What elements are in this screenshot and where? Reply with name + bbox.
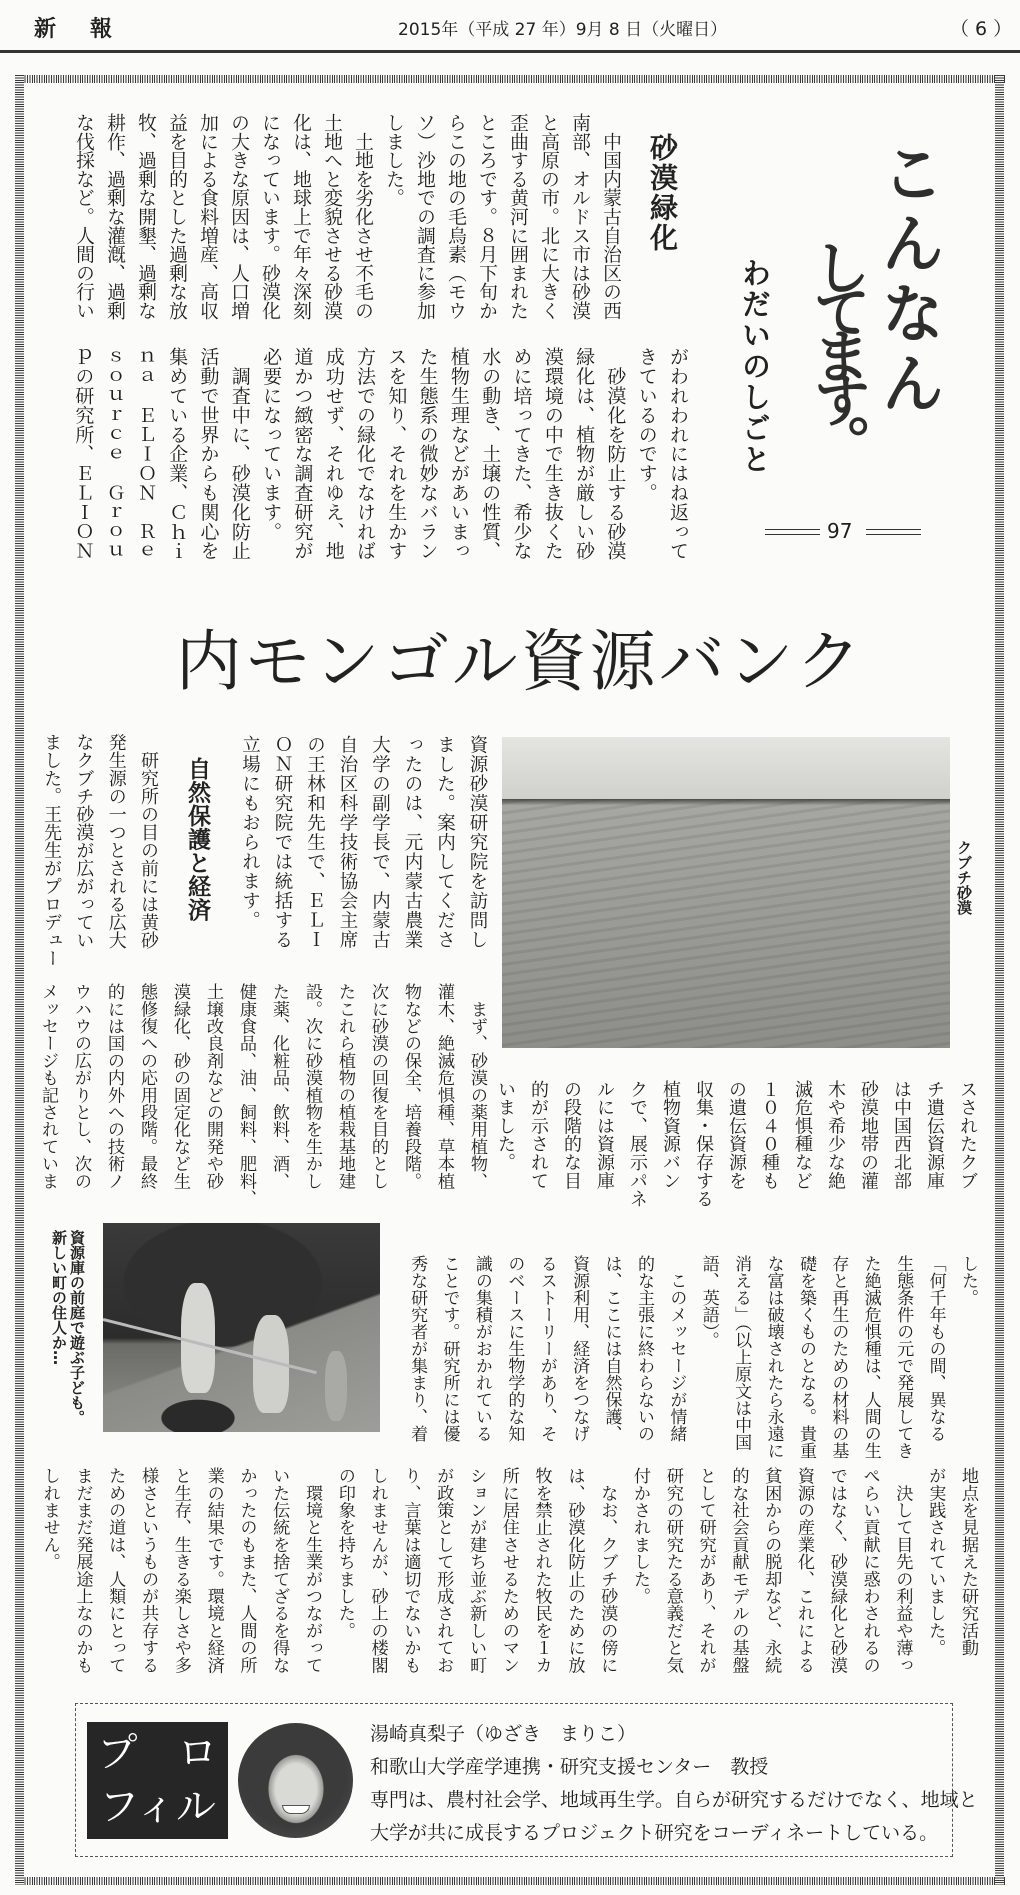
author-bio-line1: 専門は、農村社会学、地域再生学。自らが研究するだけでなく、地域と: [370, 1789, 978, 1811]
child-figure: [325, 1351, 347, 1421]
article-text-tier-b: まず、砂漠の薬用植物、 灌木、絶滅危惧種、草本植 物などの保全、培養段階。 次に砂漠の回復を目的とし たこれら植物の植栽基地建 設。次に砂漠植物を生かし た薬、化粧品、飲料、酒、 健康食品、油、飼料、肥料、 土壌改良剤などの開発や砂 漠緑化、砂の固定化など生 態修復への応用段階。最終 的には国の内外への技術ノ ウハウの広がりとし、次の メッセージも記されていま: [38, 983, 487, 1207]
series-number: 97: [827, 519, 853, 543]
paper-name: 新 報: [34, 17, 119, 42]
article-text-tier1: 中国内蒙古自治区の西 南部、オルドス市は砂漠 と高原の市。北に大きく 歪曲する黄河に囲まれた ところです。８月下旬か らこの地の毛烏素（モウ ソ）沙地での調査に参加 しました。 土地を劣化させ不毛の 土地へと変貌させる砂漠 化は、地球上で年々深刻 になっています。砂漠化 の大きな原因は、人口増 加による食料増産、高収 益を目的とした過剰な放 牧、過剰な開墾、過剰な 耕作、過剰な灌漑、過剰 な伐採など。人間の行い: [73, 113, 621, 320]
frame-right: [995, 75, 1004, 1885]
issue-date: 2015年（平成 27 年）9月 8 日（火曜日）: [398, 20, 728, 40]
profile-text: [370, 1718, 978, 1850]
article-text-tier-a2: 研究所の目の前には黄砂 発生源の一つとされる広大 なクブチ砂漠が広がってい ました。王先生がプロデュー: [41, 733, 159, 967]
author-name: 湯崎真梨子（ゆざき まりこ）: [370, 1723, 637, 1745]
desert-photo-sky-mask: [502, 737, 950, 799]
article-text-tier4: 地点を見据えた研究活動 が実践されていました。 決して目先の利益や薄っ ぺらい貢献に惑わされるの ではなく、砂漠緑化と砂漠 資源の産業化、これによる 貧困からの脱却など、永続 的な社会貢献モデルの基盤 として研究があり、それが 研究の研究たる意義だと気 付かされました。 なお、クブチ砂漠の傍に は、砂漠化防止のために放 牧を禁止された牧民を１カ 所に居住させるためのマン ションが建ち並ぶ新しい町 が政策として形成されてお り、言葉は適切でないかも しれませんが、砂上の楼閣 の印象を持ちました。 環境と生業がつながって いた伝統を捨てざるを得な かったのもまた、人間の所 業の結果です。環境と経済 と生存、生きる楽しさや多 様さというものが共存する ための道は、人類にとって まだまだ発展途上なのかも しれません。: [39, 1467, 978, 1674]
frame-top: [15, 75, 1005, 83]
section-heading-nature-economy: 自然保護と経済: [184, 757, 210, 922]
series-number-rule-left: [765, 529, 820, 535]
frame-bottom: [15, 1877, 1005, 1885]
kids-photo: [103, 1223, 380, 1432]
kids-photo-caption-line1: 資源庫の前庭で遊ぶ子ども。: [68, 1230, 86, 1425]
series-title-line2: してます。: [803, 238, 871, 458]
author-affiliation: 和歌山大学産学連携・研究支援センター 教授: [370, 1756, 769, 1778]
desert-photo-caption: クブチ砂漠: [955, 840, 973, 915]
article-text-tier-photo: スされたクブ チ遺伝資源庫 は中国西北部 砂漠地帯の灌 木や希少な絶 滅危惧種など １０４０種も の遺伝資源を 収集・保存する 植物資源バン クで、展示パネ ルには資源庫 の段階的な目 的が示されて いました。: [495, 1080, 978, 1209]
profile-label: [87, 1722, 228, 1839]
profile-label-line1: プ ロ: [97, 1730, 218, 1776]
kids-photo-caption-line2: 新しい町の住人か…: [50, 1230, 68, 1365]
profile-label-line2: フィル: [99, 1784, 216, 1830]
frame-left: [15, 75, 24, 1885]
article-text-tier-a1: 資源砂漠研究院を訪問し ました。案内してくださ ったのは、元内蒙古農業 大学の副学長で、内蒙古 自治区科学技術協会主席 の王林和先生で、ＥＬＩ ＯＮ研究院では統括する 立場にもおられます。: [239, 735, 488, 950]
header-rule: [0, 50, 1020, 53]
article-text-tier2: がわれわれにはね返って きているのです。 砂漠化を防止する砂漠 緑化は、植物が厳しい砂 漠環境の中で生き抜くた めに培ってきた、希少な 水の動き、土壌の性質、 植物生理などがあいまっ た生態系の微妙なバラン スを知り、それを生かす 方法での緑化でなければ 成功せず、それゆえ、地 道かつ緻密な調査研究が 必要になっています。 調査中に、砂漠化防止 活動で世界からも関心を 集めている企業、Ｃｈｉ ｎａ ＥＬＩＯＮ Ｒｅ ｓｏｕｒｃｅ Ｇｒｏｕ ｐの研究所、ＥＬＩＯＮ: [72, 347, 689, 561]
section-heading-desert-greening: 砂漠緑化: [646, 133, 679, 253]
series-title-line1: こんなん: [870, 140, 944, 420]
series-number-rule-right: [866, 529, 921, 535]
portrait-smile: [282, 1805, 310, 1814]
article-text-tier3: した。 「何千年もの間、異なる 生態条件の元で発展してき た絶滅危惧種は、人間の生 存と再生のための材料の基 礎を築くものとなる。貴重 な富は破壊されたら永遠に 消える」（以上原文は中国 語、英語）。 このメッセージが情緒 的な主張に終わらないの は、ここには自然保護、 資源利用、経済をつなげ るストーリーがあり、そ のベースに生物学的な知 識の集積がおかれている ことです。研究所には優 秀な研究者が集まり、着: [407, 1255, 978, 1459]
author-portrait: [238, 1723, 353, 1838]
author-bio-line2: 大学が共に成長するプロジェクト研究をコーディネートしている。: [370, 1822, 939, 1844]
page-number: （ 6 ）: [950, 18, 1013, 40]
series-subtitle: わだいのしごと: [738, 258, 772, 475]
article-headline: 内モンゴル資源バンク: [175, 623, 865, 700]
